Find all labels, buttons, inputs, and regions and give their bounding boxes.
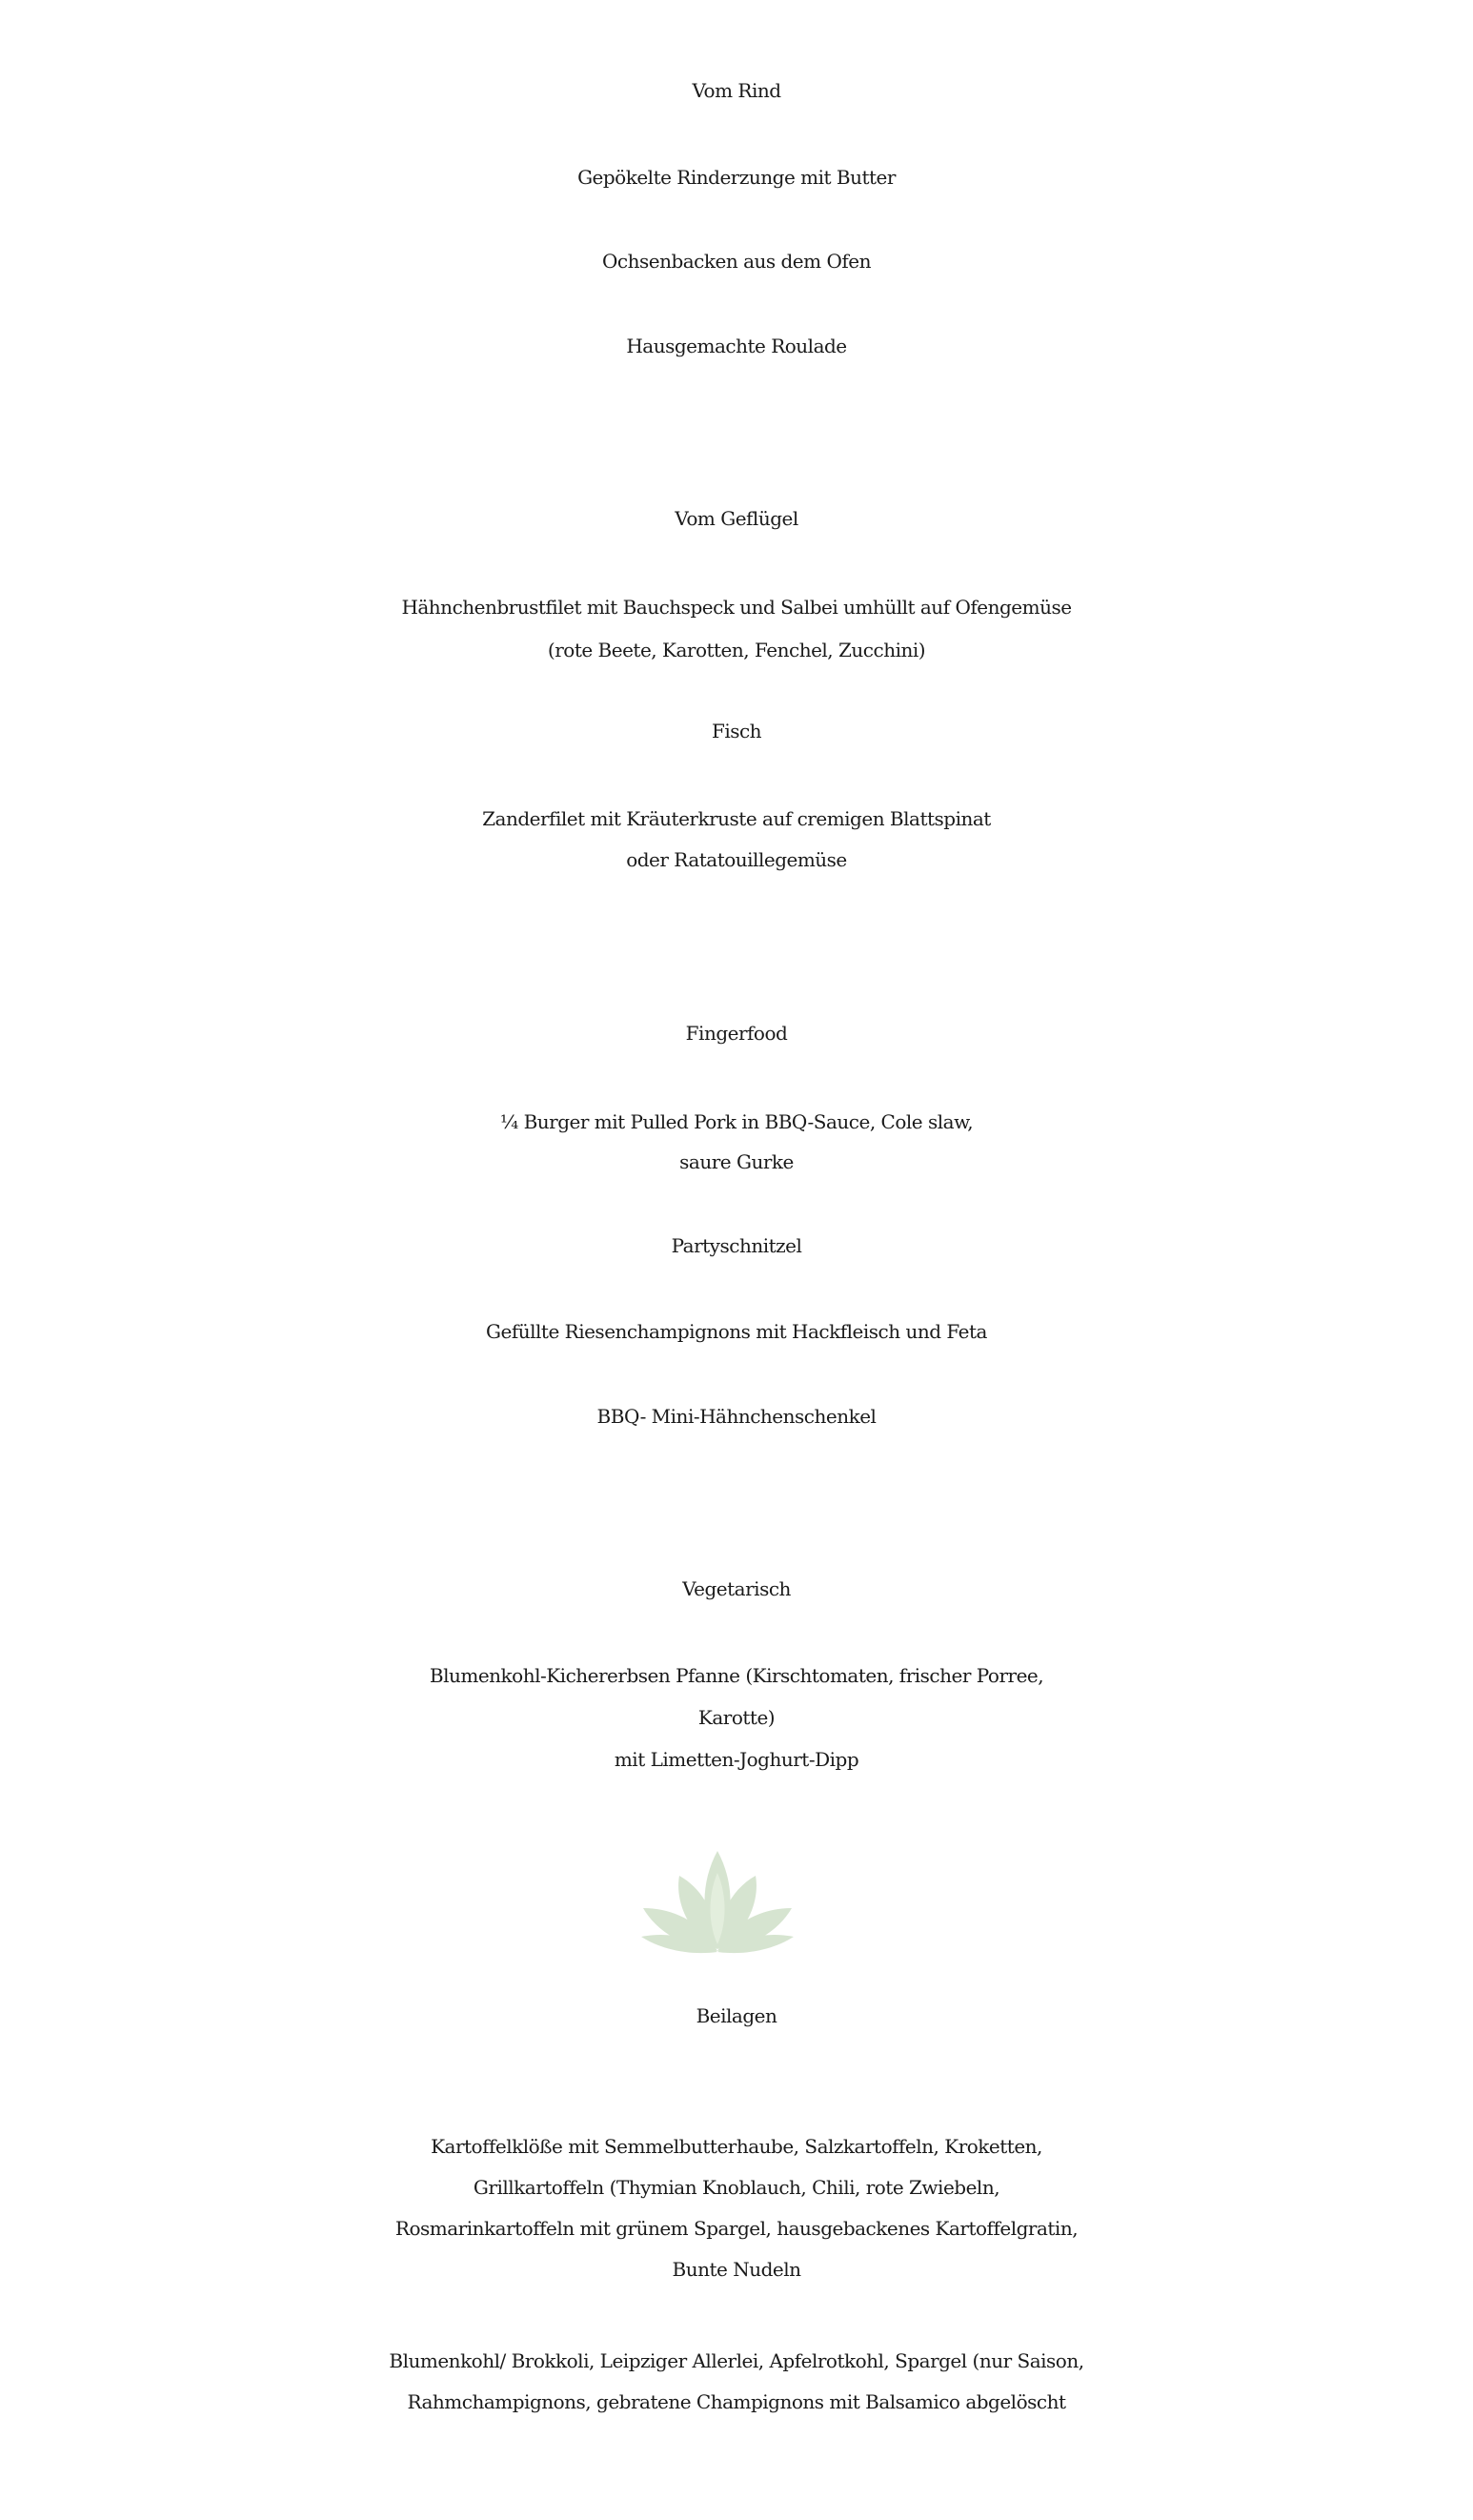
menu-item: Gepökelte Rinderzunge mit Butter [577,166,896,189]
menu-item: Hausgemachte Roulade [626,335,847,357]
side-dish-line: Rosmarinkartoffeln mit grünem Spargel, hausgebackenes Kartoffelgratin, [394,2217,1079,2240]
menu-item-line: Blumenkohl-Kichererbsen Pfanne (Kirschtomaten, frischer Porree, [429,1664,1044,1687]
menu-item: BBQ- Mini-Hähnchenschenkel [596,1405,877,1428]
section-title-beilagen: Beilagen [696,2004,777,2027]
section-title-gefluegel: Vom Geflügel [675,507,798,530]
menu-item: Ochsenbacken aus dem Ofen [602,250,871,273]
menu-item: Gefüllte Riesenchampignons mit Hackfleisch und Feta [486,1320,987,1343]
menu-item: Partyschnitzel [671,1234,802,1257]
menu-item-line: Hähnchenbrustfilet mit Bauchspeck und Salbei umhüllt auf Ofengemüse [401,596,1072,619]
side-dish-line: Blumenkohl/ Brokkoli, Leipziger Allerlei, Apfelrotkohl, Spargel (nur Saison, [389,2349,1084,2372]
side-dish-line: Bunte Nudeln [672,2258,801,2281]
side-dish-line: Rahmchampignons, gebratene Champignons mit Balsamico abgelöscht [407,2390,1066,2413]
menu-item-line: saure Gurke [679,1150,794,1173]
menu-item-line: Karotte) [697,1706,776,1729]
section-title-rind: Vom Rind [692,79,781,102]
lotus-leaves-icon [622,1839,813,1963]
menu-item-line: Zanderfilet mit Kräuterkruste auf cremigen Blattspinat [482,807,991,830]
menu-item-line: oder Ratatouillegemüse [626,848,847,871]
section-title-fingerfood: Fingerfood [685,1022,788,1045]
menu-item-line: mit Limetten-Joghurt-Dipp [614,1748,859,1771]
menu-item-line: ¼ Burger mit Pulled Pork in BBQ-Sauce, Cole slaw, [499,1110,974,1133]
section-title-fisch: Fisch [711,720,762,742]
section-title-vegetarisch: Vegetarisch [682,1577,791,1600]
menu-item-line: (rote Beete, Karotten, Fenchel, Zucchini) [547,639,926,661]
side-dish-line: Kartoffelklöße mit Semmelbutterhaube, Salzkartoffeln, Kroketten, [431,2135,1042,2158]
side-dish-line: Grillkartoffeln (Thymian Knoblauch, Chili, rote Zwiebeln, [473,2176,1000,2199]
